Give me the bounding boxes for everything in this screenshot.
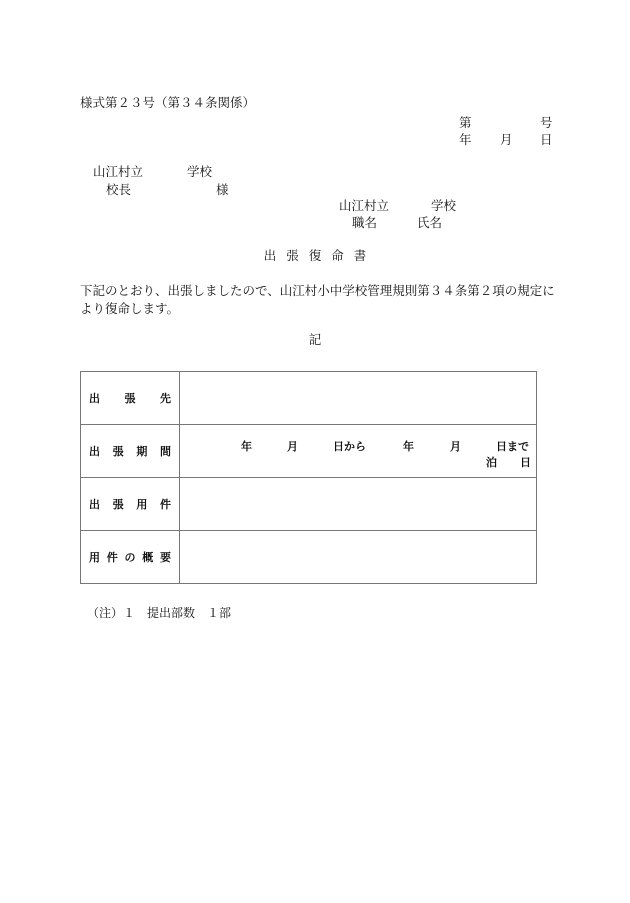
addressee-principal-label: 校長 — [106, 182, 132, 197]
table-row-summary — [81, 531, 537, 584]
document-number-label: 第 — [459, 115, 472, 130]
label-purpose — [81, 478, 180, 531]
sender-village-prefix: 山江村立 — [339, 198, 390, 213]
addressee-village-prefix: 山江村立 — [93, 164, 144, 179]
label-char: の — [124, 551, 136, 564]
label-char: 張 — [124, 392, 136, 405]
period-days: 日 — [520, 456, 531, 469]
label-char: 出 — [89, 445, 100, 458]
value-period[interactable] — [180, 425, 537, 478]
sender-name-label: 氏名 — [417, 215, 443, 230]
sender-school-label: 学校 — [431, 198, 457, 213]
form-number: 様式第２３号（第３４条関係） — [80, 95, 256, 110]
label-char: 張 — [112, 498, 124, 511]
sender-name-line — [352, 217, 442, 230]
label-destination — [81, 372, 180, 425]
label-char: 件 — [106, 551, 118, 564]
ki-heading: 記 — [308, 332, 322, 347]
addressee-school-label: 学校 — [187, 164, 213, 179]
report-table — [80, 371, 537, 584]
label-char: 要 — [160, 551, 171, 564]
date-year-label: 年 — [459, 132, 472, 147]
addressee-honorific: 様 — [216, 182, 229, 197]
label-char: 用 — [136, 498, 148, 511]
period-month-start: 月 — [287, 440, 298, 453]
period-day-until: 日まで — [496, 440, 529, 453]
sender-school — [339, 200, 456, 213]
label-char: 先 — [160, 392, 171, 405]
addressee-principal — [106, 184, 229, 197]
period-year-end: 年 — [403, 440, 414, 453]
table-row-purpose — [81, 478, 537, 531]
date-day-label: 日 — [540, 132, 553, 147]
label-char: 概 — [142, 551, 154, 564]
value-destination[interactable] — [180, 372, 537, 425]
label-char: 出 — [89, 498, 100, 511]
footnote: （注）１ 提出部数 １部 — [87, 606, 232, 620]
period-day-from: 日から — [333, 440, 366, 453]
label-char: 間 — [159, 445, 171, 458]
label-period — [81, 425, 180, 478]
label-char: 出 — [89, 392, 100, 405]
table-row-destination — [81, 372, 537, 425]
sender-position-label: 職名 — [352, 215, 378, 230]
label-char: 用 — [89, 551, 100, 564]
label-char: 期 — [136, 445, 148, 458]
addressee-school — [93, 166, 212, 179]
table-row-period — [81, 425, 537, 478]
document-number-suffix: 号 — [540, 115, 553, 130]
date-month-label: 月 — [500, 132, 513, 147]
period-nights: 泊 — [486, 456, 497, 469]
label-summary — [81, 531, 180, 584]
value-purpose[interactable] — [180, 478, 537, 531]
body-text: 下記のとおり、出張しましたので、山江村小中学校管理規則第３４条第２項の規定により復命します。 — [80, 283, 555, 316]
document-title: 出張復命書 — [263, 248, 377, 263]
value-summary[interactable] — [180, 531, 537, 584]
period-year-start: 年 — [241, 440, 252, 453]
label-char: 件 — [159, 498, 171, 511]
period-month-end: 月 — [450, 440, 461, 453]
label-char: 張 — [112, 445, 124, 458]
